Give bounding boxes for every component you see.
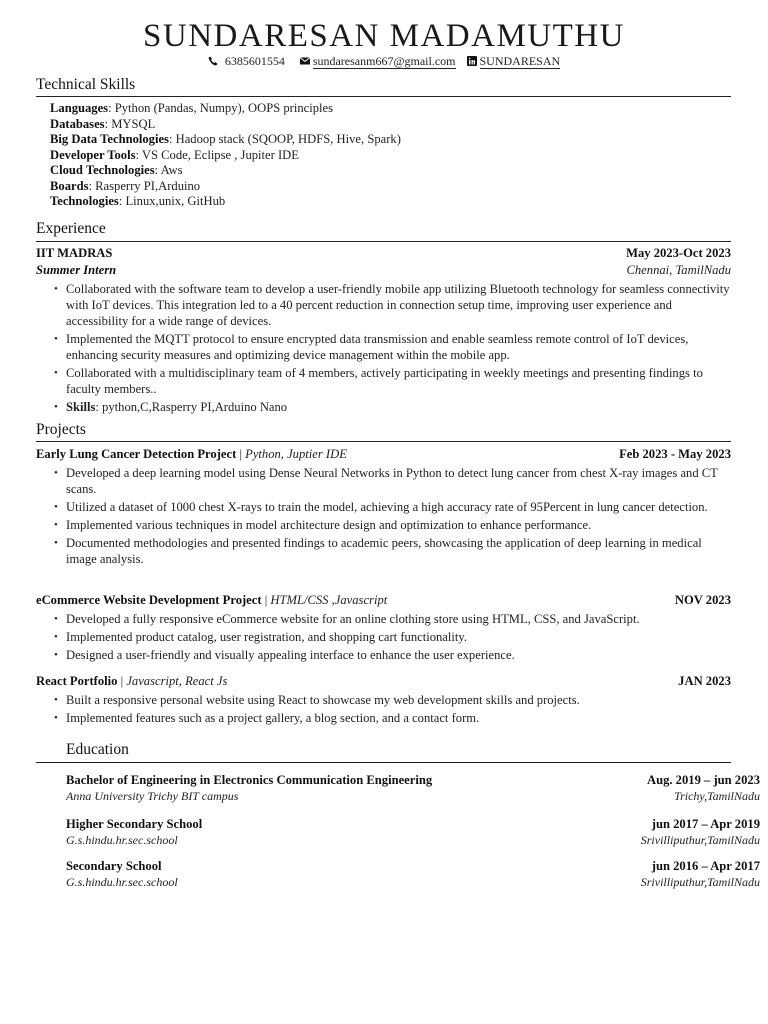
bullet: • Designed a user-friendly and visually appealing interface to enhance the user experience. (36, 647, 731, 663)
education-entry (66, 816, 760, 848)
education-entry (66, 772, 760, 804)
candidate-name: SUNDARESAN MADAMUTHU (143, 18, 625, 54)
education-location: Srivilliputhur,TamilNadu (640, 875, 760, 889)
education-dates: jun 2017 – Apr 2019 (651, 817, 760, 831)
project-entry: React Portfolio | Javascript, React Js JAN 2023 • Built a responsive personal website using React to showcase my web development skills and projects. • Implemented features such as a project gallery, a blog section, and a contact form. (36, 673, 731, 728)
school: G.s.hindu.hr.sec.school (66, 875, 178, 889)
section-divider (36, 241, 731, 242)
bullet: • Utilized a dataset of 1000 chest X-rays to train the model, achieving a high accuracy rate of 95Percent in lung cancer detection. (36, 499, 731, 515)
section-divider (36, 96, 731, 97)
section-title-projects: Projects (36, 421, 86, 438)
skill-row: Languages: Python (Pandas, Numpy), OOPS principles (50, 101, 334, 115)
skills-list (50, 101, 401, 210)
degree: Higher Secondary School (66, 817, 203, 831)
education-dates: Aug. 2019 – jun 2023 (646, 773, 760, 787)
section-title-experience: Experience (36, 220, 106, 237)
education-location: Srivilliputhur,TamilNadu (640, 833, 760, 847)
project-name: eCommerce Website Development Project (36, 593, 262, 607)
degree: Bachelor of Engineering in Electronics Communication Engineering (66, 773, 433, 787)
section-divider (36, 762, 731, 763)
bullet: • Collaborated with a multidisciplinary team of 4 members, actively participating in weekly meetings and presenting findings to faculty members.. (36, 365, 731, 397)
section-title-skills: Technical Skills (36, 76, 136, 93)
contact-line (0, 54, 768, 69)
experience-dates: May 2023-Oct 2023 (626, 246, 731, 260)
linkedin-contact[interactable] (467, 54, 561, 68)
linkedin-icon (467, 56, 477, 66)
bullet: • Developed a deep learning model using Dense Neural Networks in Python to detect lung cancer from chest X-ray images and CT scans. (36, 465, 731, 497)
role: Summer Intern (36, 263, 117, 277)
section-divider (36, 441, 731, 442)
project-date: Feb 2023 - May 2023 (619, 447, 731, 461)
bullet: • Collaborated with the software team to develop a user-friendly mobile app utilizing Bluetooth technology for seamless connectivity with IoT devices. This integration led to a 40 percent reduction in connection setup time, improving user experience and accessibility for a wide range of devices. (36, 281, 731, 329)
bullet: • Implemented features such as a project gallery, a blog section, and a contact form. (36, 710, 731, 726)
project-entry: eCommerce Website Development Project | HTML/CSS ,Javascript NOV 2023 • Developed a fully responsive eCommerce website for an online clothing store using HTML, CSS, and JavaScript. • Implemented product catalog, user registration, and shopping cart functionality. • Designed a user-friendly and visually appealing interface to enhance the user experience. (36, 592, 731, 665)
organization: IIT MADRAS (36, 246, 113, 260)
experience-bullets (36, 281, 731, 415)
school: Anna University Trichy BIT campus (66, 789, 239, 803)
experience-location: Chennai, TamilNadu (626, 263, 731, 277)
skill-row: Boards: Rasperry PI,Arduino (50, 178, 201, 193)
section-title-education: Education (66, 741, 129, 758)
degree: Secondary School (66, 859, 162, 873)
email-contact[interactable] (300, 54, 456, 68)
project-tech: HTML/CSS ,Javascript (270, 593, 388, 607)
experience-entry (36, 245, 731, 417)
bullet: • Skills: python,C,Rasperry PI,Arduino Nano (36, 399, 731, 415)
project-entry: Early Lung Cancer Detection Project | Python, Juptier IDE Feb 2023 - May 2023 • Developed a deep learning model using Dense Neural Networks in Python to detect lung cancer from chest X-ray images and CT scans. • Utilized a dataset of 1000 chest X-rays to train the model, achieving a high accuracy rate of 95Percent in lung cancer detection. • Implemented various techniques in model architecture design and optimization to enhance performance. • Documented methodologies and presented findings to academic peers, showcasing the application of deep learning in medical image analysis. (36, 446, 731, 569)
phone-icon (208, 56, 218, 66)
skill-row: Technologies: Linux,unix, GitHub (50, 194, 226, 208)
bullet: • Documented methodologies and presented findings to academic peers, showcasing the application of deep learning in medical image analysis. (36, 535, 731, 567)
project-tech: Python, Juptier IDE (245, 447, 347, 461)
skill-row: Cloud Technologies: Aws (50, 163, 183, 177)
skill-row: Databases: MYSQL (50, 116, 156, 131)
email-link[interactable]: sundaresanm667@gmail.com (312, 54, 456, 68)
education-entry (66, 858, 760, 890)
envelope-icon (300, 56, 310, 66)
phone-contact: 6385601554 (208, 54, 289, 68)
project-date: NOV 2023 (674, 593, 731, 607)
skill-row: Big Data Technologies: Hadoop stack (SQOOP, HDFS, Hive, Spark) (50, 132, 401, 146)
project-name: React Portfolio (36, 674, 118, 688)
education-location: Trichy,TamilNadu (674, 789, 760, 803)
bullet: • Developed a fully responsive eCommerce website for an online clothing store using HTML, CSS, and JavaScript. (36, 611, 731, 627)
project-tech: Javascript, React Js (126, 674, 228, 688)
project-name: Early Lung Cancer Detection Project (36, 447, 237, 461)
skill-row: Developer Tools: VS Code, Eclipse , Jupiter IDE (50, 147, 299, 162)
linkedin-link[interactable]: SUNDARESAN (479, 54, 561, 68)
project-date: JAN 2023 (678, 674, 731, 688)
education-dates: jun 2016 – Apr 2017 (651, 859, 760, 873)
school: G.s.hindu.hr.sec.school (66, 833, 178, 847)
bullet: • Implemented the MQTT protocol to ensure encrypted data transmission and enable seamless remote control of IoT devices, enhancing security measures and optimizing device management within the mobile app. (36, 331, 731, 363)
bullet: • Implemented various techniques in model architecture design and optimization to enhance performance. (36, 517, 731, 533)
bullet: • Implemented product catalog, user registration, and shopping cart functionality. (36, 629, 731, 645)
bullet: • Built a responsive personal website using React to showcase my web development skills and projects. (36, 692, 731, 708)
